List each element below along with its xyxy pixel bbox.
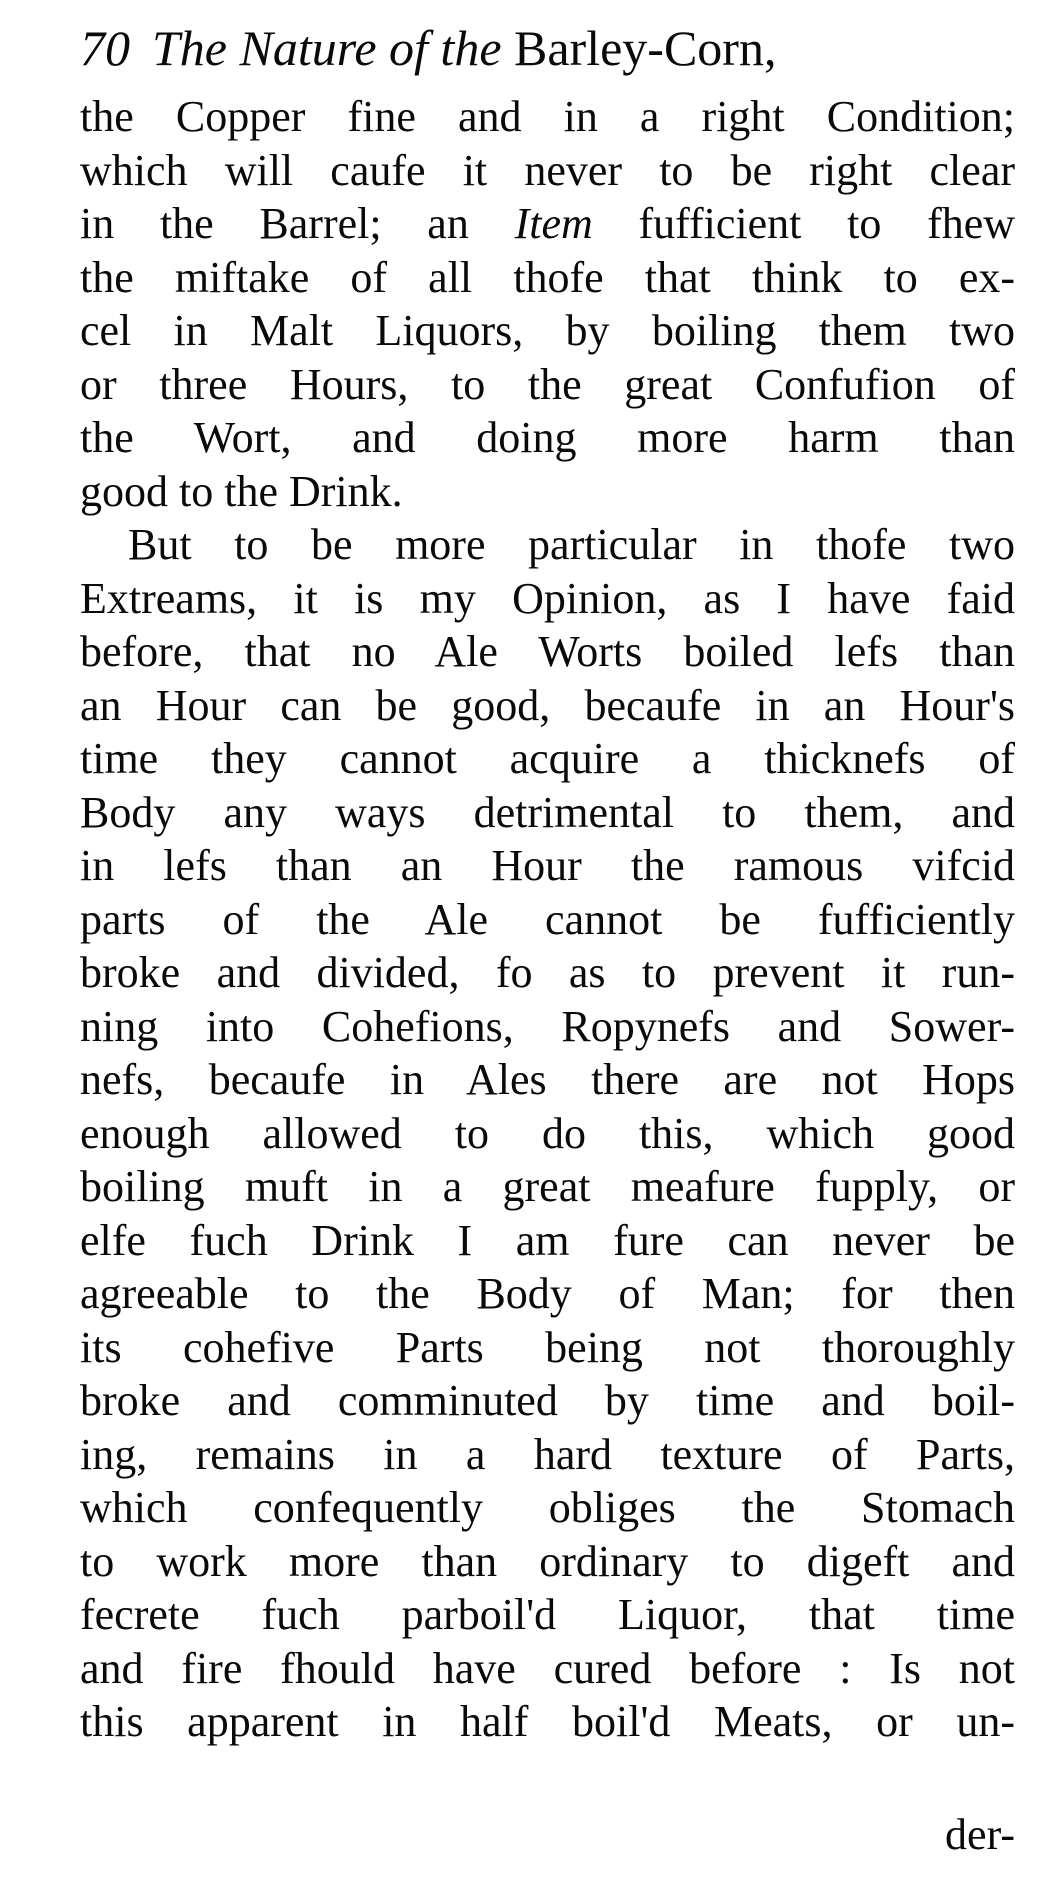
- text-line: good to the Drink.: [80, 466, 403, 516]
- text-line: to work more than ordinary to digeft and: [80, 1536, 1015, 1586]
- text-line: which will caufe it never to be right clear: [80, 145, 1015, 195]
- running-title-italic: The Nature of the: [152, 20, 502, 76]
- text-line: the miftake of all thofe that think to ex-: [80, 252, 1015, 302]
- running-header: [80, 14, 1015, 82]
- text-line: before, that no Ale Worts boiled lefs than: [80, 627, 1015, 676]
- text-segment: fufficient to fhew: [638, 199, 1015, 248]
- text-line: this apparent in half boil'd Meats, or un-: [80, 1697, 1015, 1746]
- text-line: Extreams, it is my Opinion, as I have faid: [80, 573, 1015, 623]
- text-line: nefs, becaufe in Ales there are not Hops: [80, 1055, 1015, 1104]
- text-line: parts of the Ale cannot be fufficiently: [80, 894, 1015, 944]
- text-line: its cohefive Parts being not thoroughly: [80, 1322, 1015, 1372]
- italic-word: Item: [514, 199, 593, 248]
- text-segment: in the Barrel; an: [80, 199, 469, 248]
- text-line: time they cannot acquire a thicknefs of: [80, 734, 1015, 783]
- text-line: cel in Malt Liquors, by boiling them two: [80, 306, 1015, 355]
- text-line: an Hour can be good, becaufe in an Hour's: [80, 680, 1015, 730]
- text-line: which confequently obliges the Stomach: [80, 1483, 1015, 1532]
- text-line: the Wort, and doing more harm than: [80, 413, 1015, 462]
- text-line: Body any ways detrimental to them, and: [80, 787, 1015, 837]
- paragraph-start-line: But to be more particular in thofe two: [128, 520, 1015, 569]
- text-line: boiling muft in a great meafure fupply, or: [80, 1162, 1015, 1211]
- text-line: broke and comminuted by time and boil-: [80, 1376, 1015, 1425]
- text-line: agreeable to the Body of Man; for then: [80, 1269, 1015, 1318]
- text-line: ing, remains in a hard texture of Parts,: [80, 1429, 1015, 1479]
- text-line: and fire fhould have cured before : Is not: [80, 1643, 1015, 1693]
- text-line: enough allowed to do this, which good: [80, 1108, 1015, 1158]
- running-title-roman: Barley-Corn,: [514, 20, 777, 76]
- page-number: 70: [80, 20, 130, 76]
- text-line: fecrete fuch parboil'd Liquor, that time: [80, 1590, 1015, 1639]
- text-line: the Copper fine and in a right Condition;: [80, 92, 1015, 141]
- body-text: [80, 90, 1015, 1749]
- text-line: ning into Cohefions, Ropynefs and Sower-: [80, 1001, 1015, 1051]
- text-line: or three Hours, to the great Confufion of: [80, 359, 1015, 409]
- text-line: [80, 197, 1015, 251]
- catchword: der-: [945, 1810, 1015, 1859]
- text-line: broke and divided, fo as to prevent it run-: [80, 948, 1015, 997]
- text-line: in lefs than an Hour the ramous vifcid: [80, 841, 1015, 890]
- text-line: elfe fuch Drink I am fure can never be: [80, 1215, 1015, 1265]
